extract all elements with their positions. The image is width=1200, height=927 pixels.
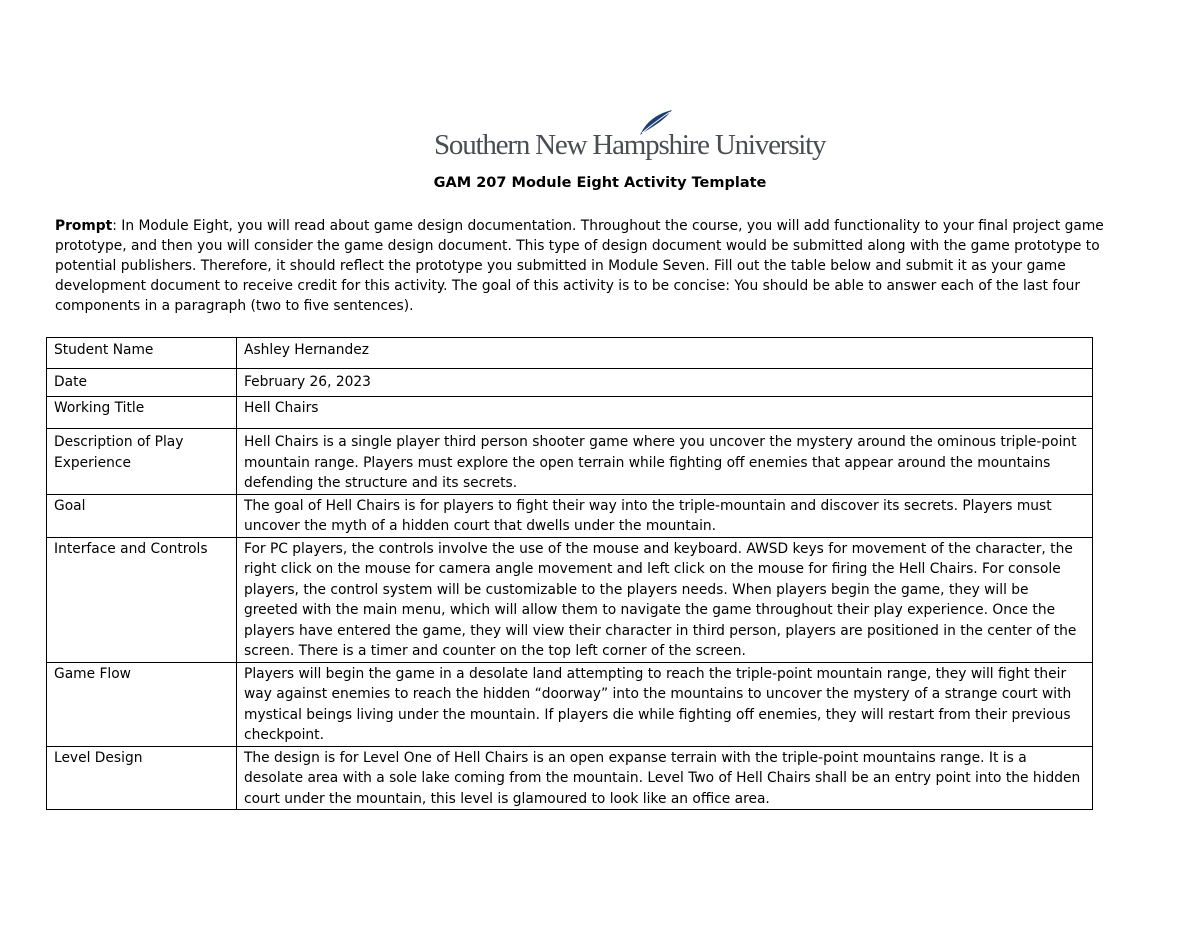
row-label: Student Name [47,338,237,369]
table-row [47,662,1093,746]
table-row [47,369,1093,397]
row-label: Goal [47,494,237,537]
prompt-text: : In Module Eight, you will read about game design documentation. Throughout the course, you will add functionality to your final project game prototype, and then you will consider the game design document. This type of design document would be submitted along with the game prototype to potential publishers. Therefore, it should reflect the prototype you submitted in Module Seven. Fill out the table below and submit it as your game development document to receive credit for this activity. The goal of this activity is to be concise: You should be able to answer each of the last four components in a paragraph (two to five sentences). [55,218,1104,314]
row-label: Level Design [47,746,237,810]
row-label: Game Flow [47,662,237,746]
table-row [47,397,1093,429]
row-value: For PC players, the controls involve the use of the mouse and keyboard. AWSD keys for movement of the character, the right click on the mouse for camera angle movement and left click on the mouse for firing the Hell Chairs. For console players, the control system will be customizable to the players needs. When players begin the game, they will be greeted with the main menu, which will allow them to navigate the game throughout their play experience. Once the players have entered the game, they will view their character in third person, players are positioned in the center of the screen. There is a timer and counter on the top left corner of the screen. [237,537,1093,662]
university-logo [434,108,826,161]
row-value: February 26, 2023 [237,369,1093,397]
table-row [47,429,1093,495]
row-label: Description of Play Experience [47,429,237,495]
row-label: Working Title [47,397,237,429]
row-value: Ashley Hernandez [237,338,1093,369]
row-label: Interface and Controls [47,537,237,662]
row-value: The design is for Level One of Hell Chairs is an open expanse terrain with the triple-point mountains range. It is a desolate area with a sole lake coming from the mountain. Level Two of Hell Chairs shall be an entry point into the hidden court under the mountain, this level is glamoured to look like an office area. [237,746,1093,810]
prompt-paragraph [55,216,1150,316]
document-title: GAM 207 Module Eight Activity Template [433,175,767,191]
row-label: Date [47,369,237,397]
table-row [47,338,1093,369]
table-row [47,537,1093,662]
table-row [47,746,1093,810]
prompt-label: Prompt [55,218,113,234]
row-value: Hell Chairs is a single player third person shooter game where you uncover the mystery around the ominous triple-point mountain range. Players must explore the open terrain while fighting off enemies that appear around the mountains defending the structure and its secrets. [237,429,1093,495]
row-value: Hell Chairs [237,397,1093,429]
row-value: The goal of Hell Chairs is for players to fight their way into the triple-mountain and discover its secrets. Players must uncover the myth of a hidden court that dwells under the mountain. [237,494,1093,537]
snhu-leaf-icon [636,108,676,138]
activity-table [46,337,1093,810]
university-name: Southern New Hampshire University [434,129,826,161]
table-row [47,494,1093,537]
row-value: Players will begin the game in a desolate land attempting to reach the triple-point mountain range, they will fight their way against enemies to reach the hidden “doorway” into the mountains to uncover the mystery of a strange court with mystical beings living under the mountain. If players die while fighting off enemies, they will restart from their previous checkpoint. [237,662,1093,746]
